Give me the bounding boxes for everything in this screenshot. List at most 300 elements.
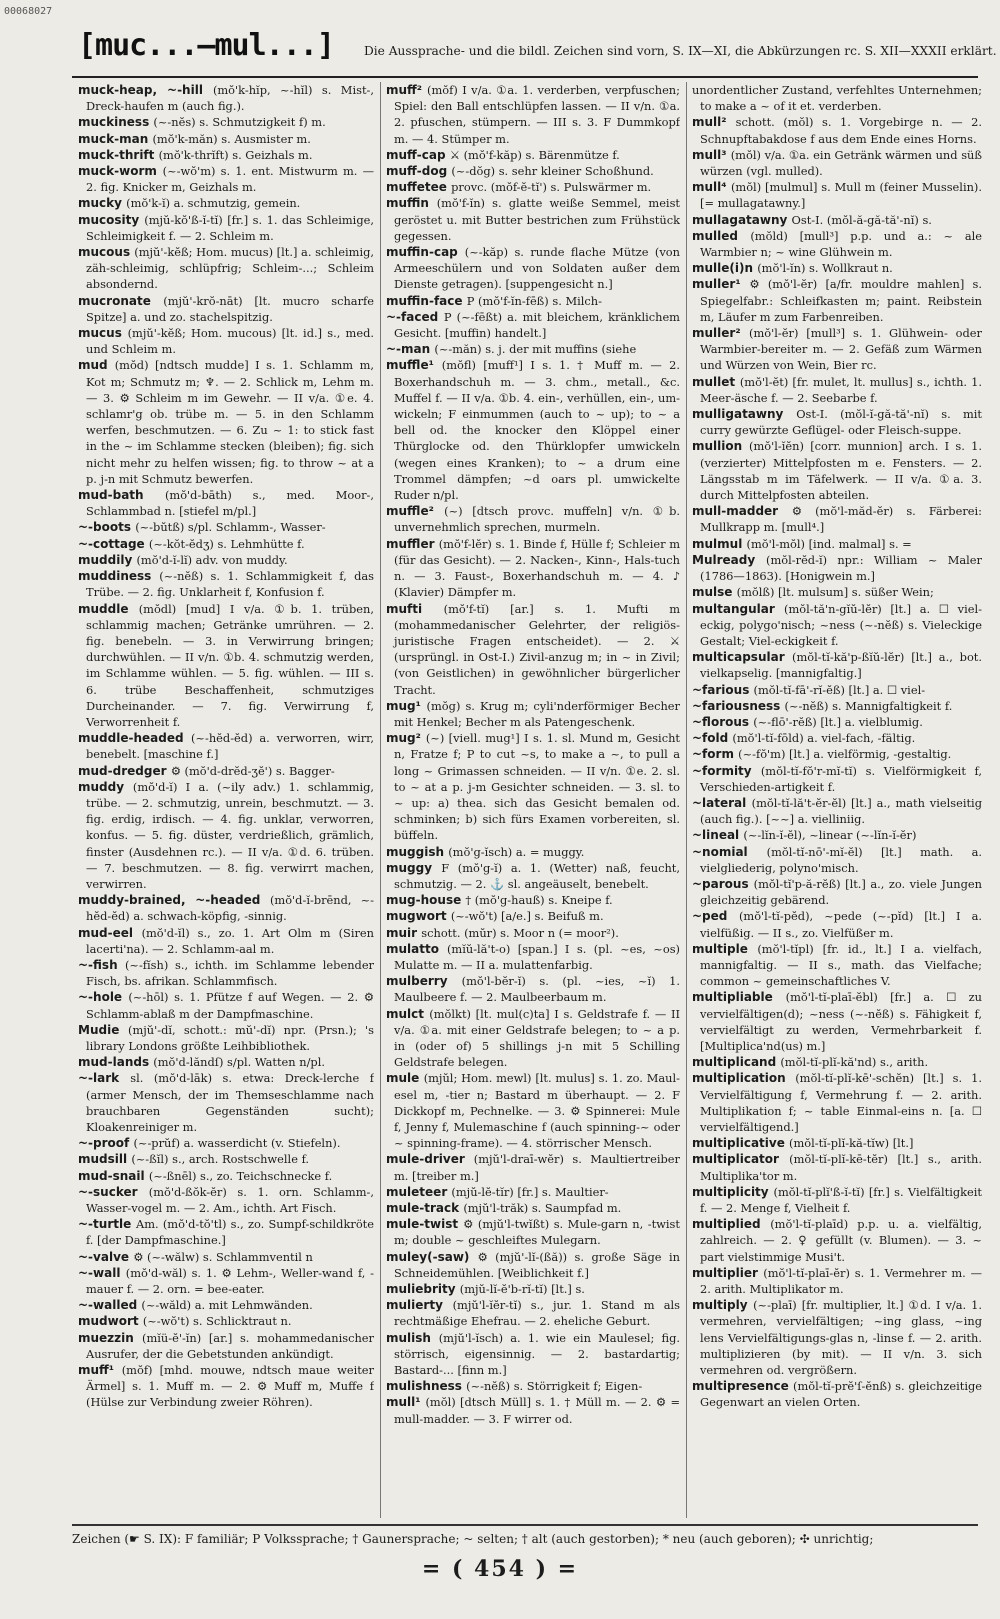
entry-headword: multicapsular [692, 650, 785, 665]
dictionary-entry [386, 698, 680, 730]
entry-headword: muck-thrift [78, 147, 155, 162]
dictionary-entry [78, 779, 374, 892]
dictionary-entry [692, 714, 982, 730]
dictionary-entry [386, 341, 680, 357]
entry-headword: mug² [386, 731, 421, 746]
entry-headword: ~-lark [78, 1071, 120, 1086]
dictionary-entry [386, 293, 680, 309]
entry-text: schott. (mŏl) s. 1. Vorgebirge n. — 2. Schnupftabakdose f aus dem Ende eines Horns. [700, 115, 982, 146]
entry-headword: mullet [692, 374, 736, 389]
dictionary-entry [692, 989, 982, 1054]
entry-text: (mŏl-tĭ-prĕ'ſ-ĕnß) s. gleichzeitige Gegenwart an vielen Orten. [700, 1379, 982, 1410]
dictionary-entry [386, 1394, 680, 1426]
entry-headword: ~-proof [78, 1136, 130, 1151]
entry-text: (mŏ'f-ĭn) s. glatte weiße Semmel, meist geröstet u. mit Butter bestrichen zum Frühstück gegessen. [394, 196, 680, 243]
entry-headword: ~fold [692, 731, 729, 746]
entry-text: (mjŭ-lĕ-tĭr) [fr.] s. Maultier- [451, 1184, 609, 1199]
entry-text: Ost-I. (mŏl-ă-gă-tă'-nĭ) s. [791, 212, 932, 227]
entry-headword: muezzin [78, 1330, 134, 1345]
dictionary-entry [78, 519, 374, 535]
entry-headword: mulish [386, 1330, 431, 1345]
entry-text: P (~-fēßt) a. mit bleichem, kränklichem Gesicht. [muffin) handelt.] [394, 309, 680, 341]
entry-text: (~-nĕß) s. 1. Schlammigkeit f, das Trübe. — 2. fig. Unklarheit f, Konfusion f. [86, 569, 374, 600]
dictionary-entry [78, 1070, 374, 1135]
entry-headword: muddy-brained, ~-headed [78, 893, 261, 908]
entry-headword: muffler [386, 536, 435, 551]
entry-headword: muddy [78, 779, 125, 794]
entry-headword: muffetee [386, 180, 447, 195]
entry-text: (mŏl-rĕd-ĭ) npr.: William ~ Maler (1786—1863). [Honigwein m.] [700, 552, 982, 584]
entry-text: (mjŭ'-kĕß; Hom. mucus) [lt.] a. schleimig, zäh-schleimig, schlüpfrig; Schleim-...; Schleim absondernd. [86, 245, 374, 292]
dictionary-entry [692, 908, 982, 940]
dictionary-entry [692, 649, 982, 681]
entry-text: (mŏf) [mhd. mouwe, ndtsch maue weiter Ärmel] s. 1. Muff m. — 2. ⚙ Muff m, Muffe f (Hülse zur Verbindung zweier Röhren). [86, 1363, 374, 1410]
dictionary-entry [78, 1297, 374, 1313]
dictionary-entry [692, 1378, 982, 1410]
dictionary-entry [386, 1249, 680, 1281]
entry-text: (mjŭ'l-draī-wĕr) s. Maultiertreiber m. [treiber m.] [394, 1152, 680, 1183]
dictionary-entry [78, 114, 374, 130]
entry-headword: mulmul [692, 536, 743, 551]
entry-headword: muddle [78, 601, 129, 616]
entry-headword: muddle-headed [78, 731, 184, 746]
entry-text: (~) [dtsch provc. muffeln] v/n. ①b. unvernehmlich sprechen, murmeln. [394, 504, 680, 535]
dictionary-entry [78, 730, 374, 762]
entry-text: sl. (mŏ'd-lāk) s. etwa: Dreck-lerche f (armer Mensch, der im Themseschlamme nach brauchbaren Gegenständen sucht); Kloakenreiniger m. [86, 1071, 374, 1134]
entry-headword: ~farious [692, 682, 750, 697]
entry-headword: mulatto [386, 941, 439, 956]
entry-text: (mjŭ'l-ĭĕr-tĭ) s., jur. 1. Stand m als rechtmäßige Ehefrau. — 2. eheliche Geburt. [394, 1298, 680, 1329]
entry-headword: ~-fish [78, 957, 118, 972]
entry-headword: ~lateral [692, 795, 747, 810]
entry-headword: muliebrity [386, 1282, 456, 1297]
entry-text: unordentlicher Zustand, verfehltes Unternehmen; to make a ~ of it et. verderben. [692, 83, 982, 114]
entry-text: (~-nĕß) s. Mannigfaltigkeit f. [784, 698, 953, 713]
entry-headword: multiplicand [692, 1055, 777, 1070]
dictionary-entry [692, 682, 982, 698]
entry-text: (~-plaī) [fr. multiplier, lt.] ①d. I v/a. 1. vermehren, vervielfältigen; ~ing glass, ~ing lens Vervielfältigungs-glas n, -linse f. — 2. arith. multiplizieren (by mit). — II v/n. 3. sich vermehren od. vergrößern. [700, 1298, 982, 1378]
entry-text: (mŏ'l-ĭn) s. Wollkraut n. [757, 261, 893, 276]
dictionary-entry [692, 827, 982, 843]
entry-headword: mudsill [78, 1152, 128, 1167]
dictionary-entry [692, 844, 982, 876]
dictionary-entry [692, 1216, 982, 1265]
entry-text: ⚙ (mŏ'd-drĕd-ʒĕ') s. Bagger- [170, 763, 335, 778]
dictionary-entry [386, 536, 680, 601]
entry-headword: ~-boots [78, 520, 131, 535]
dictionary-entry [692, 1184, 982, 1216]
dictionary-entry [386, 908, 680, 924]
entry-headword: multiple [692, 941, 748, 956]
entry-headword: mulligatawny [692, 407, 784, 422]
dictionary-entry [692, 763, 982, 795]
dictionary-entry [78, 1362, 374, 1411]
column-middle [380, 82, 680, 1518]
dictionary-entry [78, 163, 374, 195]
dictionary-entry [78, 1265, 374, 1297]
dictionary-entry [78, 1168, 374, 1184]
entry-text: (mŏl-tĭ'p-ă-rĕß) [lt.] a., zo. viele Jungen gleichzeitig gebärend. [700, 876, 982, 908]
dictionary-entry [692, 746, 982, 762]
dictionary-entry [386, 1216, 680, 1248]
dictionary-entry [386, 1297, 680, 1329]
entry-text: (mŏ'd-ĭl) s., zo. 1. Art Olm m (Siren lacerti'na). — 2. Schlamm-aal m. [86, 925, 374, 956]
entry-headword: muck-heap, ~-hill [78, 83, 203, 97]
dictionary-entry [692, 730, 982, 746]
entry-headword: multiplication [692, 1071, 786, 1086]
dictionary-entry [78, 195, 374, 211]
entry-headword: multiplied [692, 1217, 761, 1232]
entry-text: (mŏ'd-wăl) s. 1. ⚙ Lehm-, Weller-wand f, -mauer f. — 2. orn. = bee-eater. [86, 1265, 374, 1297]
entry-headword: muffin-cap [386, 245, 458, 260]
dictionary-entry [692, 1265, 982, 1297]
entry-headword: muddily [78, 552, 133, 567]
entry-text: (mjŭ'-kĕß; Hom. mucous) [lt. id.] s., med. und Schleim m. [86, 326, 374, 357]
entry-headword: mucronate [78, 293, 151, 308]
entry-text: (mŏ'd-bāth) s., med. Moor-, Schlammbad n. [stiefel m/pl.] [86, 488, 374, 519]
entry-headword: mullion [692, 439, 743, 454]
entry-headword: muleteer [386, 1184, 448, 1199]
entry-text: (mjŭ'l-trăk) s. Saumpfad m. [463, 1201, 622, 1216]
dictionary-entry [78, 1151, 374, 1167]
dictionary-entry [78, 147, 374, 163]
entry-text: (~-dŏg) s. sehr kleiner Schoßhund. [451, 164, 654, 179]
dictionary-entry [386, 179, 680, 195]
dictionary-entry [78, 1054, 374, 1070]
entry-headword: muck-worm [78, 164, 157, 179]
entry-headword: multiplicative [692, 1136, 785, 1151]
entry-headword: mud [78, 358, 108, 373]
dictionary-entry [78, 892, 374, 924]
entry-text: (mŏl-tĭ-plĭ-kă-tĭw) [lt.] [789, 1136, 914, 1151]
dictionary-entry [386, 892, 680, 908]
dictionary-entry [692, 503, 982, 535]
entry-headword: mull² [692, 115, 727, 130]
entry-text: (mjŭ-lĭ-ĕ'b-rĭ-tĭ) [lt.] s. [459, 1282, 585, 1297]
entry-text: (mŏ'k-ĭ) a. schmutzig, gemein. [126, 196, 301, 211]
entry-headword: multiplier [692, 1265, 758, 1280]
entry-headword: muff¹ [78, 1363, 115, 1378]
dictionary-entry [78, 536, 374, 552]
entry-headword: ~-man [386, 342, 431, 357]
entry-headword: mug¹ [386, 698, 421, 713]
dictionary-entry [78, 1184, 374, 1216]
entry-text: (mŏ'l-tĭ-pĕd), ~pede (~-pĭd) [lt.] I a. vielfüßig. — II s., zo. Vielfüßer m. [700, 909, 982, 940]
dictionary-entry [386, 941, 680, 973]
entry-headword: mule [386, 1071, 420, 1086]
dictionary-entry [386, 973, 680, 1005]
entry-headword: mud-snail [78, 1168, 145, 1183]
entry-headword: muir [386, 925, 418, 940]
entry-headword: muddiness [78, 569, 152, 584]
dictionary-entry [692, 1070, 982, 1135]
dictionary-entry [386, 1200, 680, 1216]
entry-text: (mŏl) v/a. ①a. ein Getränk wärmen und süß würzen (vgl. mulled). [700, 147, 982, 179]
entry-headword: ~form [692, 747, 734, 762]
entry-text: † (mŏ'g-hauß) s. Kneipe f. [465, 893, 613, 908]
entry-headword: multipliable [692, 990, 773, 1005]
dictionary-entry [692, 1151, 982, 1183]
entry-text: (mjŭ'l-ĭsch) a. 1. wie ein Maulesel; fig. störrisch, eigensinnig. — 2. bastardartig; Bastard-... [finn m.] [394, 1330, 680, 1378]
entry-text: (mŏl-tĭ-plĭ-kē'-schĕn) [lt.] s. 1. Vervielfältigung f, Vermehrung f. — 2. arith. Multiplikation f; ~ table Einmal-eins n. [a. ☐ vervielfältigend.] [700, 1071, 982, 1134]
dictionary-entry [78, 1313, 374, 1329]
entry-headword: mug-house [386, 893, 462, 908]
entry-text: (~-nĕß) s. Störrigkeit f; Eigen- [466, 1379, 643, 1394]
entry-headword: ~formity [692, 763, 752, 778]
entry-text: (mŏ'l-bĕr-ĭ) s. (pl. ~ies, ~ĭ) 1. Maulbeere f. — 2. Maulbeerbaum m. [394, 974, 680, 1005]
dictionary-entry [386, 1151, 680, 1183]
dictionary-entry [78, 293, 374, 325]
entry-headword: mulierty [386, 1298, 443, 1313]
dictionary-entry [78, 244, 374, 293]
entry-headword: ~-sucker [78, 1184, 138, 1199]
entry-text: (mŏdl) [mud] I v/a. ①b. 1. trüben, schlammig machen; Getränke umrühren. — 2. fig. benebeln. — 3. in Verwirrung bringen; durchwühlen. — II v/n. ①b. 4. schmutzig werden, im Schlamme wühlen. — 5. fig. wühlen. — III s. 6. trübe Beschaffenheit, schmutziges Durcheinander. — 7. fig. Verwirrung f, Verworrenheit f. [86, 601, 374, 729]
entry-headword: muffin [386, 196, 429, 211]
entry-text: (mŏl-tĭ-plĭ-kē-tĕr) [lt.] s., arith. Multiplika'tor m. [700, 1152, 982, 1183]
dictionary-entry [386, 1006, 680, 1071]
entry-text: (mŏl-tĭ-plĭ-kă'nd) s., arith. [780, 1055, 929, 1070]
entry-text: (~-bŭtß) s/pl. Schlamm-, Wasser- [135, 520, 326, 535]
dictionary-entry [78, 552, 374, 568]
entry-headword: mugwort [386, 909, 447, 924]
dictionary-entry [692, 325, 982, 374]
running-head-note: Die Aussprache- und die bildl. Zeichen sind vorn, S. IX—XI, die Abkürzungen rc. S. XII—XXXII erklärt. [364, 44, 997, 58]
dictionary-columns [78, 82, 982, 1518]
entry-text: ⚙ (mŏ'l-măd-ĕr) s. Färberei: Mullkrapp m. [mull⁴.] [700, 504, 982, 535]
entry-text: (mjŭ-kŏ'ß-ĭ-tĭ) [fr.] s. 1. das Schleimige, Schleimigkeit f. — 2. Schleim m. [86, 212, 374, 243]
dictionary-entry [386, 1330, 680, 1379]
dictionary-entry [692, 795, 982, 827]
page-number: = ( 454 ) = [421, 1556, 579, 1582]
dictionary-entry [692, 876, 982, 908]
entry-text: (mŏ'l-tĭ-plaī-ĕbl) [fr.] a. ☐ zu vervielfältigen(d); ~ness (~-nĕß) s. Fähigkeit f, vervielfältigt zu werden, Vermehrbarkeit f. [Multiplica'nd(us) m.] [700, 990, 982, 1053]
entry-headword: multangular [692, 601, 775, 616]
entry-text: (mjŭ'-krŏ-nāt) [lt. mucro scharfe Spitze] a. und zo. stachelspitzig. [86, 293, 374, 324]
entry-headword: mud-bath [78, 488, 144, 503]
entry-text: (mŏ'l-tĭ-fōld) a. viel-fach, -fältig. [732, 731, 916, 746]
scan-id: 00068027 [4, 6, 53, 17]
dictionary-entry [692, 82, 982, 114]
entry-headword: ~fariousness [692, 698, 781, 713]
column-right [686, 82, 982, 1518]
entry-text: (~-kŏt-ĕdʒ) s. Lehmhütte f. [148, 536, 305, 551]
entry-text: (~-prŭf) a. wasserdicht (v. Stiefeln). [133, 1136, 341, 1151]
entry-text: (mŏ'f-tĭ) [ar.] s. 1. Mufti m (mohammedanischer Gelehrter, der religiös-juristische Fragen entscheidet). — 2. ⚔ (ursprüngl. in Ost-I.) Zivil-anzug m; in ~ in Zivil; (von Geistlichen) in gewöhnlicher bürgerlicher Tracht. [394, 601, 680, 697]
entry-headword: mulishness [386, 1379, 462, 1394]
column-left [78, 82, 374, 1518]
entry-text: provc. (mŏf-ĕ-tĭ') s. Pulswärmer m. [451, 180, 652, 195]
dictionary-entry [386, 357, 680, 503]
entry-text: (~-ßĭl) s., arch. Rostschwelle f. [131, 1152, 309, 1167]
dictionary-entry [78, 1330, 374, 1362]
entry-text: (mŏ'l-ĕr) [mull³] s. 1. Glühwein- oder Warmbier-bereiter m. — 2. Gefäß zum Wärmen und Würzen von Wein, Bier rc. [700, 326, 982, 373]
entry-headword: mucous [78, 245, 131, 260]
dictionary-entry [692, 536, 982, 552]
entry-headword: muffle² [386, 504, 434, 519]
entry-text: (mŏ'g-ĭsch) a. = muggy. [448, 844, 585, 859]
entry-text: ⚙ (mŏ'l-ĕr) [a/fr. mouldre mahlen] s. Spiegelfabr.: Schleifkasten m; paint. Reibstein m, Läufer m zum Farbenreiben. [700, 277, 982, 324]
entry-text: (mŏl-tĭ-plĭ'ß-ĭ-tĭ) [fr.] s. Vielfältigkeit f. — 2. Menge f, Vielheit f. [700, 1184, 982, 1216]
entry-headword: mufti [386, 601, 423, 616]
dictionary-entry [692, 698, 982, 714]
entry-text: (~-wŏ't) s. Schlicktraut n. [142, 1314, 292, 1329]
dictionary-entry [78, 1135, 374, 1151]
entry-headword: ~florous [692, 714, 750, 729]
entry-text: (mŏ'k-hĭp, ~-hĭl) s. Mist-, Dreck-haufen m (auch fig.). [86, 83, 374, 114]
entry-headword: ~-wall [78, 1265, 121, 1280]
dictionary-entry [78, 357, 374, 487]
entry-headword: mule-twist [386, 1217, 459, 1232]
dictionary-entry [692, 1054, 982, 1070]
entry-headword: Mudie [78, 1022, 120, 1037]
entry-headword: muffin-face [386, 293, 463, 308]
entry-headword: muckiness [78, 115, 150, 130]
entry-text: (mĭŭ-lă't-o) [span.] I s. (pl. ~es, ~os) Mulatte m. — II a. mulattenfarbig. [394, 941, 680, 972]
entry-headword: Mulready [692, 552, 756, 567]
dictionary-entry [692, 601, 982, 650]
dictionary-entry [386, 844, 680, 860]
entry-headword: ~-cottage [78, 536, 145, 551]
entry-text: (mĭü-ĕ'-ĭn) [ar.] s. mohammedanischer Ausrufer, der die Gebetstunden ankündigt. [86, 1330, 374, 1361]
entry-text: (mŏl) [dtsch Müll] s. 1. † Müll m. — 2. ⚙ = mull-madder. — 3. F wirrer od. [394, 1395, 680, 1426]
dictionary-entry [692, 179, 982, 211]
entry-headword: multiply [692, 1298, 748, 1313]
dictionary-entry [386, 1281, 680, 1297]
entry-text: Ost-I. (mŏl-ĭ-gă-tă'-nĭ) s. mit curry gewürzte Geflügel- oder Fleisch-suppe. [700, 407, 982, 438]
entry-headword: mud-lands [78, 1055, 150, 1070]
entry-text: (~-ßnēl) s., zo. Teichschnecke f. [148, 1168, 333, 1183]
dictionary-entry [78, 925, 374, 957]
entry-headword: mull⁴ [692, 180, 727, 195]
dictionary-entry [692, 552, 982, 584]
entry-headword: ~parous [692, 876, 749, 891]
entry-text: (~) [viell. mug¹] I s. 1. sl. Mund m, Gesicht n, Fratze f; P to cut ~s, to make a ~, to pull a long ~ Grimassen schneiden. — II v/n. ①e. 2. sl. to ~ at a p. j-m Gesichter schneiden. — 3. sl. to ~ up: a) thea. sich das Gesicht bemalen od. schminken; b) sich fürs Examen vorbereiten, sl. büffeln. [394, 731, 680, 843]
entry-headword: mull-madder [692, 504, 779, 519]
dictionary-entry [386, 503, 680, 535]
entry-headword: mud-dredger [78, 763, 167, 778]
running-head-range: [muc...—mul...] [78, 28, 334, 63]
entry-headword: mulle(i)n [692, 261, 754, 276]
entry-text: (mŏ'l-tĭ-plaīd) p.p. u. a. vielfältig, zahlreich. — 2. ♀ gefüllt (v. Blumen). — 3. ~ part vielstimmige Musi't. [700, 1217, 982, 1264]
entry-text: (~-măn) s. j. der mit muffins (siehe [434, 342, 637, 357]
entry-text: (mŏg) s. Krug m; cyli'nderförmiger Becher mit Henkel; Becher m als Patengeschenk. [394, 698, 680, 729]
dictionary-entry [692, 228, 982, 260]
entry-headword: muggy [386, 860, 433, 875]
entry-headword: mudwort [78, 1314, 139, 1329]
entry-headword: ~ped [692, 909, 728, 924]
dictionary-entry [386, 82, 680, 147]
entry-headword: mule-driver [386, 1152, 465, 1167]
entry-headword: ~-faced [386, 309, 439, 324]
entry-headword: mud-eel [78, 925, 134, 940]
entry-text: (~-wŏ'm) s. 1. ent. Mistwurm m. — 2. fig. Knicker m, Geizhals m. [86, 164, 374, 195]
entry-text: (mŏ'k-măn) s. Ausmister m. [152, 131, 311, 146]
entry-headword: ~lineal [692, 828, 740, 843]
dictionary-entry [386, 195, 680, 244]
dictionary-entry [692, 374, 982, 406]
entry-text: (mŏ'd-ßŏk-ĕr) s. 1. orn. Schlamm-, Wasser-vogel m. — 2. Am., ichth. Art Fisch. [86, 1184, 374, 1216]
dictionary-entry [692, 941, 982, 990]
entry-text: (~-fĭsh) s., ichth. im Schlamme lebender Fisch, bs. afrikan. Schlammfisch. [86, 957, 374, 989]
dictionary-entry [692, 147, 982, 179]
entry-headword: multiplicity [692, 1184, 769, 1199]
entry-text: ⚙ (~-wălw) s. Schlammventil n [133, 1249, 313, 1264]
dictionary-entry [692, 114, 982, 146]
entry-text: (mjŭ'-dĭ, schott.: mŭ'-dĭ) npr. (Prsn.); 's library Londons größte Leihbibliothek. [86, 1022, 374, 1053]
entry-text: P (mŏ'f-ĭn-fēß) s. Milch- [466, 293, 602, 308]
entry-headword: muff² [386, 83, 423, 97]
entry-text: (mŏfl) [muff¹] I s. 1. † Muff m. — 2. Boxerhandschuh m. — 3. chm., metall., &c. Muffel f. — II v/a. ①b. 4. ein-, verhüllen, ein-, um-wickeln; F einmummen (auch to ~ up); to ~ a bell od. the knocker den Klöppel einer Thürglocke od. den Thürklopfer umwickeln (wegen eines Kranken); to ~ a drum eine Trommel dämpfen; ~d oars pl. umwickelte Ruder n/pl. [394, 358, 680, 503]
entry-text: (mŏ'l-ĭĕn) [corr. munnion] arch. I s. 1. (verzierter) Mittelpfosten m e. Fensters. — 2. Längsstab m im Täfelwerk. — II v/a. ①a. 3. durch Mittelpfosten abteilen. [700, 439, 982, 503]
entry-text: (mŏ'l-tĭ-plaī-ĕr) s. 1. Vermehrer m. — 2. arith. Multiplikator m. [700, 1265, 982, 1297]
entry-headword: mulled [692, 228, 739, 243]
entry-text: (mŏl-tĭ-kă'p-ßĭŭ-lĕr) [lt.] a., bot. vielkapselig. [mannigfaltig.] [700, 650, 982, 681]
dictionary-entry [78, 82, 374, 114]
entry-text: schott. (mŭr) s. Moor n (= moor²). [421, 925, 619, 940]
entry-headword: mulct [386, 1006, 425, 1021]
entry-headword: mull¹ [386, 1395, 421, 1410]
dictionary-entry [78, 1022, 374, 1054]
entry-headword: muffle¹ [386, 358, 434, 373]
entry-headword: multiplicator [692, 1152, 779, 1167]
entry-headword: mull³ [692, 147, 727, 162]
dictionary-entry [692, 1135, 982, 1151]
dictionary-entry [78, 1216, 374, 1248]
dictionary-entry [386, 730, 680, 843]
dictionary-entry [78, 601, 374, 731]
dictionary-entry [692, 584, 982, 600]
entry-headword: muller² [692, 326, 741, 341]
entry-text: (mŏ'd-ĭ-lĭ) adv. von muddy. [136, 552, 288, 567]
dictionary-entry [78, 131, 374, 147]
entry-text: Am. (mŏ'd-tŏ'tl) s., zo. Sumpf-schildkröte f. [der Dampfmaschine.] [86, 1217, 374, 1248]
entry-text: (mŏld) [mull³] p.p. und a.: ~ ale Warmbier n; ~ wine Glühwein m. [700, 228, 982, 260]
entry-text: (~-kăp) s. runde flache Mütze (von Armeeschülern und von Soldaten außer dem Dienste getragen). [suppengesicht n.] [394, 245, 680, 292]
page-header [72, 28, 997, 78]
entry-text: (mŏ'l-tĭpl) [fr. id., lt.] I a. vielfach, mannigfaltig. — II s., math. das Vielfache; common ~ gemeinschaftliches V. [700, 941, 982, 989]
dictionary-entry [78, 957, 374, 989]
entry-text: (mŏ'd-lăndſ) s/pl. Watten n/pl. [153, 1055, 325, 1070]
dictionary-entry [386, 163, 680, 179]
entry-text: (~-wăld) a. mit Lehmwänden. [141, 1298, 313, 1313]
dictionary-entry [692, 260, 982, 276]
entry-text: (~-lĭn-ĭ-ĕl), ~linear (~-lĭn-ĭ-ĕr) [743, 828, 917, 843]
entry-text: (mŏf) I v/a. ①a. 1. verderben, verpfuschen; Spiel: den Ball entschlüpfen lassen. — II v/n. ①a. 2. pfuschen, stümpern. — III s. 3. F Dummkopf m. — 4. Stümper m. [394, 83, 680, 146]
entry-headword: mulse [692, 585, 733, 600]
entry-text: (~-flō'-rĕß) [lt.] a. vielblumig. [753, 714, 923, 729]
entry-headword: ~nomial [692, 844, 748, 859]
entry-text: (~-hĕd-ĕd) a. verworren, wirr, benebelt. [maschine f.] [86, 731, 374, 762]
dictionary-entry [78, 325, 374, 357]
entry-text: (mŏ'k-thrĭft) s. Geizhals m. [158, 147, 313, 162]
entry-text: (mŏ'd-ĭ) I a. (~ily adv.) 1. schlammig, trübe. — 2. schmutzig, unrein, beschmutzt. — 3. fig. erdig, irdisch. — 4. fig. unklar, verworren, konfus. — 5. fig. düster, verdrießlich, grämlich, finster (Ausdehnen rc.). — II v/a. ①d. 6. trüben. — 7. beschmutzen. — 8. fig. verwirrt machen, verwirren. [86, 779, 374, 891]
entry-text: (mŏ'd-ĭ-brēnd, ~-hĕd-ĕd) a. schwach-köpfig, -sinnig. [86, 893, 374, 924]
dictionary-entry [386, 309, 680, 341]
dictionary-entry [692, 438, 982, 503]
entry-headword: mulberry [386, 974, 448, 989]
entry-headword: muley(-saw) [386, 1249, 470, 1264]
dictionary-entry [78, 568, 374, 600]
entry-text: (mŏl-tĭ-lă't-ĕr-ĕl) [lt.] a., math vielseitig (auch fig.). [~~] a. vielliniig. [700, 795, 982, 827]
entry-headword: muggish [386, 844, 445, 859]
entry-headword: ~-walled [78, 1298, 138, 1313]
entry-text: (~-wŏ't) [a/e.] s. Beifuß m. [450, 909, 604, 924]
entry-headword: multipresence [692, 1379, 789, 1394]
dictionary-entry [78, 1249, 374, 1265]
entry-text: (mŏ'f-lĕr) s. 1. Binde f, Hülle f; Schleier m (für das Gesicht). — 2. Nacken-, Kinn-, Hals-tuch n. — 3. Faust-, Boxerhandschuh m. — 4. ♪ (Klavier) Dämpfer m. [394, 536, 680, 600]
symbol-legend: Zeichen (☛ S. IX): F familiär; P Volkssprache; † Gaunersprache; ~ selten; † alt (auch gestorben); * neu (auch geboren); ✣ unrichtig; [72, 1524, 978, 1546]
dictionary-entry [386, 147, 680, 163]
